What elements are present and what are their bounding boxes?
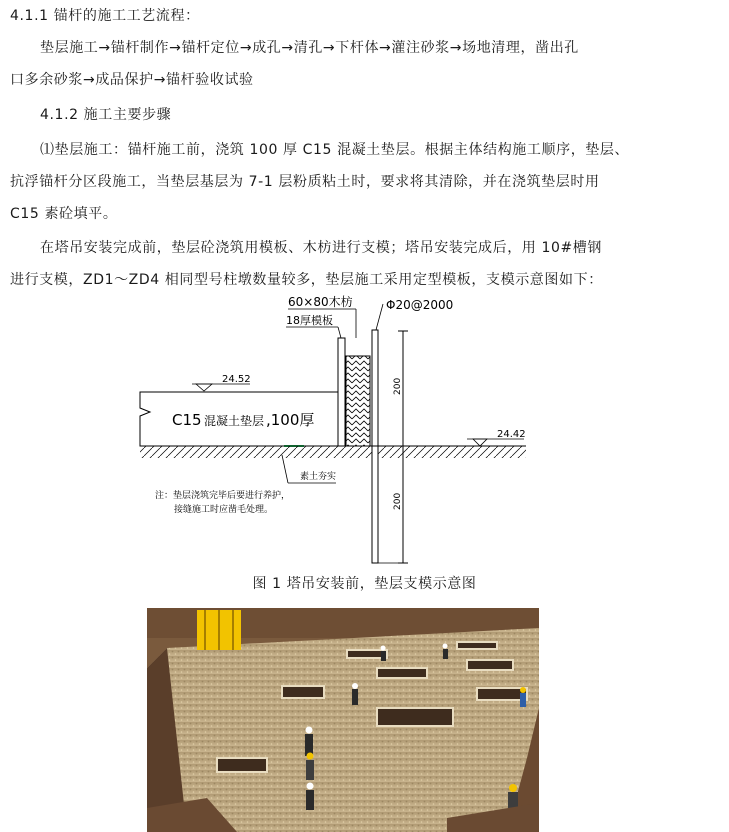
pit-7 (457, 642, 497, 649)
formwork-diagram (0, 290, 729, 570)
timber-block (346, 356, 370, 446)
worker-8 (443, 644, 449, 660)
note-line-1: 注：垫层浇筑完毕后要进行养护， (155, 491, 291, 501)
timber-label: 60×80木枋 (288, 295, 353, 309)
rebar-label: Φ20@2000 (386, 298, 454, 312)
slab-label-thickness: ,100厚 (266, 411, 315, 429)
heading-4-1-1: 4.1.1 锚杆的施工工艺流程： (10, 8, 200, 24)
elevation-right-label: 24.42 (497, 429, 526, 440)
worker-7 (381, 646, 387, 662)
pit-2 (377, 708, 453, 726)
soil-label: 素土夯实 (300, 472, 337, 482)
slab-label-c15: C15 (172, 411, 202, 429)
paragraph-formwork-line-2: 进行支模，ZD1～ZD4 相同型号柱墩数量较多，垫层施工采用定型模板，支模示意图如下： (10, 272, 603, 288)
heading-4-1-2: 4.1.2 施工主要步骤 (40, 107, 172, 123)
note-line-2: 接缝施工时应凿毛处理。 (174, 505, 274, 515)
elevation-right-marker (473, 439, 487, 446)
dimension-label-lower: 200 (393, 492, 403, 510)
paragraph-step1-line-2: 抗浮锚杆分区段施工，当垫层基层为 7-1 层粉质粘土时，要求将其清除，并在浇筑垫层时用 (10, 174, 600, 190)
elevation-top-marker (196, 384, 212, 391)
slab-label-concrete: 混凝土垫层 (204, 414, 265, 428)
worker-1 (352, 683, 358, 705)
worker-2 (520, 687, 526, 707)
pit-8 (217, 758, 267, 772)
site-photo (147, 608, 539, 832)
worker-5 (306, 783, 314, 811)
paragraph-process-line-1: 垫层施工→锚杆制作→锚杆定位→成孔→清孔→下杆体→灌注砂浆→场地清理，凿出孔 (40, 40, 579, 56)
ground-hatch-right (378, 446, 526, 458)
worker-4 (306, 753, 314, 781)
pit-3 (377, 668, 427, 678)
board-label: 18厚模板 (286, 314, 333, 327)
paragraph-formwork-line-1: 在塔吊安装完成前，垫层砼浇筑用模板、木枋进行支模；塔吊安装完成后，用 10#槽钢 (40, 240, 602, 256)
worker-3 (305, 727, 313, 757)
pit-4 (467, 660, 513, 670)
paragraph-process-line-2: 口多余砂浆→成品保护→锚杆验收试验 (10, 72, 254, 88)
pit-1 (282, 686, 324, 698)
elevation-top-label: 24.52 (222, 374, 251, 385)
board-leader-drop (338, 327, 341, 338)
formwork-board (338, 338, 345, 446)
ground-hatch-left (140, 446, 372, 458)
pit-5 (477, 688, 527, 700)
dimension-label-upper: 200 (393, 377, 403, 395)
rebar-leader-line (376, 304, 383, 330)
figure-caption: 图 1 塔吊安装前，垫层支模示意图 (252, 576, 477, 592)
paragraph-step1-line-1: ⑴垫层施工：锚杆施工前，浇筑 100 厚 C15 混凝土垫层。根据主体结构施工顺序，垫层、 (40, 142, 630, 158)
paragraph-step1-line-3: C15 素砼填平。 (10, 206, 118, 222)
